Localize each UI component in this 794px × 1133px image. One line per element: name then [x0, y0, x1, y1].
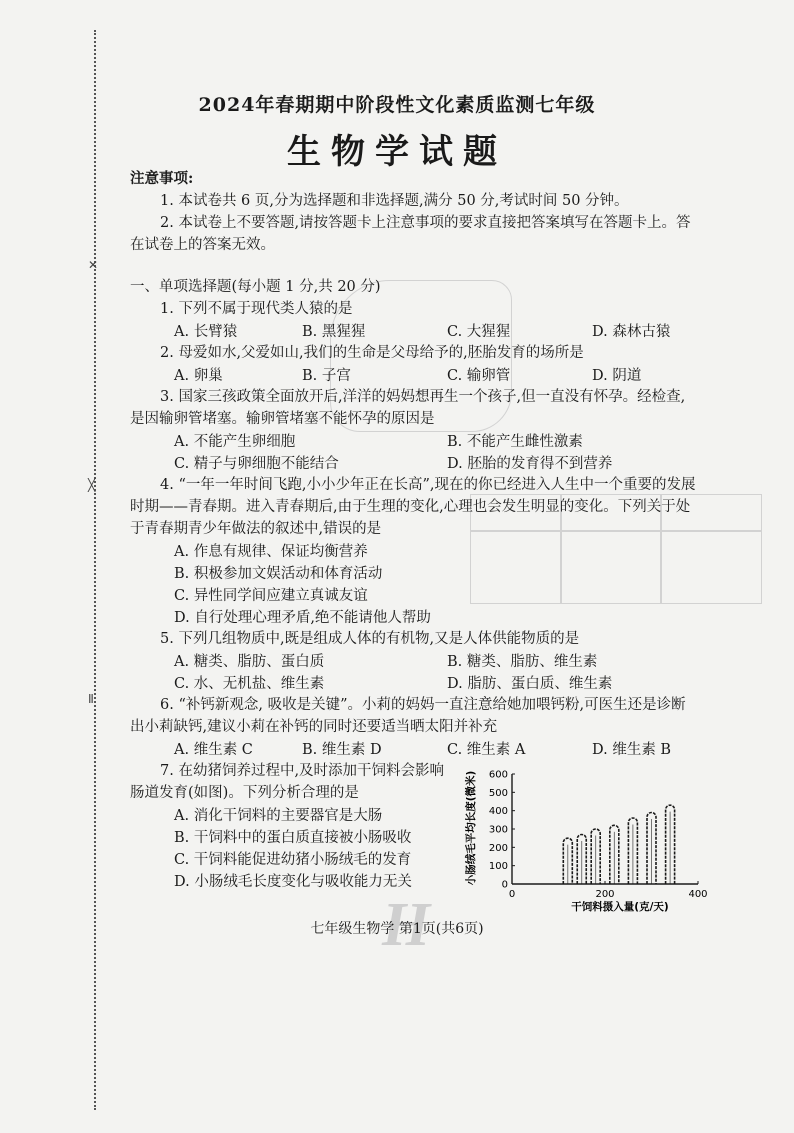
question-4-option-b: B. 积极参加文娱活动和体育活动: [174, 566, 383, 582]
binding-margin-dotted-line: [94, 30, 96, 1110]
y-tick-label: 500: [488, 787, 508, 799]
question-6-stem-cont: 出小莉缺钙,建议小莉在补钙的同时还要适当晒太阳并补充: [130, 719, 498, 735]
x-tick-label: 200: [595, 889, 615, 900]
question-6-stem: 6. “补钙新观念, 吸收是关键”。小莉的妈妈一直注意给她加喂钙粉,可医生还是诊断: [160, 697, 686, 713]
question-6-option-b: B. 维生素 D: [302, 742, 382, 758]
villi-length-chart: [460, 758, 710, 918]
question-7-stem-cont: 肠道发育(如图)。下列分析合理的是: [130, 785, 359, 801]
question-1-option-c: C. 大猩猩: [447, 324, 511, 340]
question-4-stem: 4. “一年一年时间飞跑,小小少年正在长高”,现在的你已经进入人生中一个重要的发展: [160, 477, 696, 493]
notice-item-2: 2. 本试卷上不要答题,请按答题卡上注意事项的要求直接把答案填写在答题卡上。答: [160, 215, 691, 231]
subject-title: 生物学试题: [287, 132, 507, 172]
x-tick-label: 400: [688, 889, 708, 900]
y-tick-label: 200: [488, 842, 508, 854]
y-tick-label: 300: [488, 824, 508, 836]
question-5-option-d: D. 脂肪、蛋白质、维生素: [447, 676, 613, 692]
question-3-stem-cont: 是因输卵管堵塞。输卵管堵塞不能怀孕的原因是: [130, 411, 435, 427]
question-5-stem: 5. 下列几组物质中,既是组成人体的有机物,又是人体供能物质的是: [160, 631, 580, 647]
question-1-option-a: A. 长臂猿: [174, 324, 238, 340]
question-1-option-b: B. 黑猩猩: [302, 324, 366, 340]
chart-bars: [563, 805, 674, 884]
question-6-option-c: C. 维生素 A: [447, 742, 526, 758]
question-2-option-a: A. 卵巢: [174, 368, 223, 384]
question-2-option-b: B. 子宫: [302, 368, 351, 384]
section-heading: 一、单项选择题(每小题 1 分,共 20 分): [130, 279, 381, 295]
x-tick-label: 0: [508, 889, 516, 900]
y-tick-labels: [489, 770, 515, 891]
question-5-option-c: C. 水、无机盐、维生素: [174, 676, 325, 692]
question-7-option-a: A. 消化干饲料的主要器官是大肠: [174, 808, 383, 824]
question-4-stem-cont: 时期——青春期。进入青春期后,由于生理的变化,心理也会发生明显的变化。下列关于处: [130, 499, 691, 515]
notice-item-2-cont: 在试卷上的答案无效。: [130, 237, 275, 253]
bleed-through-table-line: [470, 530, 762, 532]
question-2-stem: 2. 母爱如水,父爱如山,我们的生命是父母给予的,胚胎发育的场所是: [160, 345, 584, 361]
question-2-option-d: D. 阴道: [592, 368, 642, 384]
question-7-option-c: C. 干饲料能促进幼猪小肠绒毛的发育: [174, 852, 412, 868]
margin-mark: Ⅱ: [88, 692, 94, 706]
y-axis-label: 小肠绒毛平均长度(微米): [465, 770, 477, 886]
watermark: H: [382, 891, 431, 959]
question-2-option-c: C. 输卵管: [447, 368, 511, 384]
y-tick-label: 400: [488, 806, 508, 818]
notice-item-1: 1. 本试卷共 6 页,分为选择题和非选择题,满分 50 分,考试时间 50 分钟。: [160, 193, 629, 209]
question-3-option-b: B. 不能产生雌性激素: [447, 434, 583, 450]
question-5-option-a: A. 糖类、脂肪、蛋白质: [174, 654, 325, 670]
page-footer: 七年级生物学 第1页(共6页): [310, 921, 484, 937]
question-6-option-a: A. 维生素 C: [174, 742, 253, 758]
question-4-stem-cont: 于青春期青少年做法的叙述中,错误的是: [130, 521, 382, 537]
question-1-stem: 1. 下列不属于现代类人猿的是: [160, 301, 353, 317]
question-7-option-d: D. 小肠绒毛长度变化与吸收能力无关: [174, 874, 412, 890]
question-4-option-a: A. 作息有规律、保证均衡营养: [174, 544, 368, 560]
y-tick-label: 600: [488, 769, 508, 781]
x-axis-label: 干饲料摄入量(克/天): [571, 901, 669, 913]
margin-mark: ╳: [88, 478, 96, 492]
margin-mark: ✕: [88, 258, 99, 272]
question-7-option-b: B. 干饲料中的蛋白质直接被小肠吸收: [174, 830, 412, 846]
question-3-option-c: C. 精子与卵细胞不能结合: [174, 456, 339, 472]
question-1-option-d: D. 森林古猿: [592, 324, 671, 340]
question-3-option-a: A. 不能产生卵细胞: [174, 434, 296, 450]
question-3-stem: 3. 国家三孩政策全面放开后,洋洋的妈妈想再生一个孩子,但一直没有怀孕。经检查,: [160, 389, 686, 405]
y-tick-label: 100: [488, 861, 508, 873]
y-tick-label: 0: [501, 879, 508, 891]
question-4-option-c: C. 异性同学间应建立真诚友谊: [174, 588, 368, 604]
question-4-option-d: D. 自行处理心理矛盾,绝不能请他人帮助: [174, 610, 431, 626]
question-3-option-d: D. 胚胎的发育得不到营养: [447, 456, 613, 472]
question-6-option-d: D. 维生素 B: [592, 742, 672, 758]
question-7-stem: 7. 在幼猪饲养过程中,及时添加干饲料会影响: [160, 763, 445, 779]
exam-title: 2024年春期期中阶段性文化素质监测七年级: [198, 94, 596, 116]
notice-heading: 注意事项:: [130, 170, 194, 187]
question-5-option-b: B. 糖类、脂肪、维生素: [447, 654, 598, 670]
